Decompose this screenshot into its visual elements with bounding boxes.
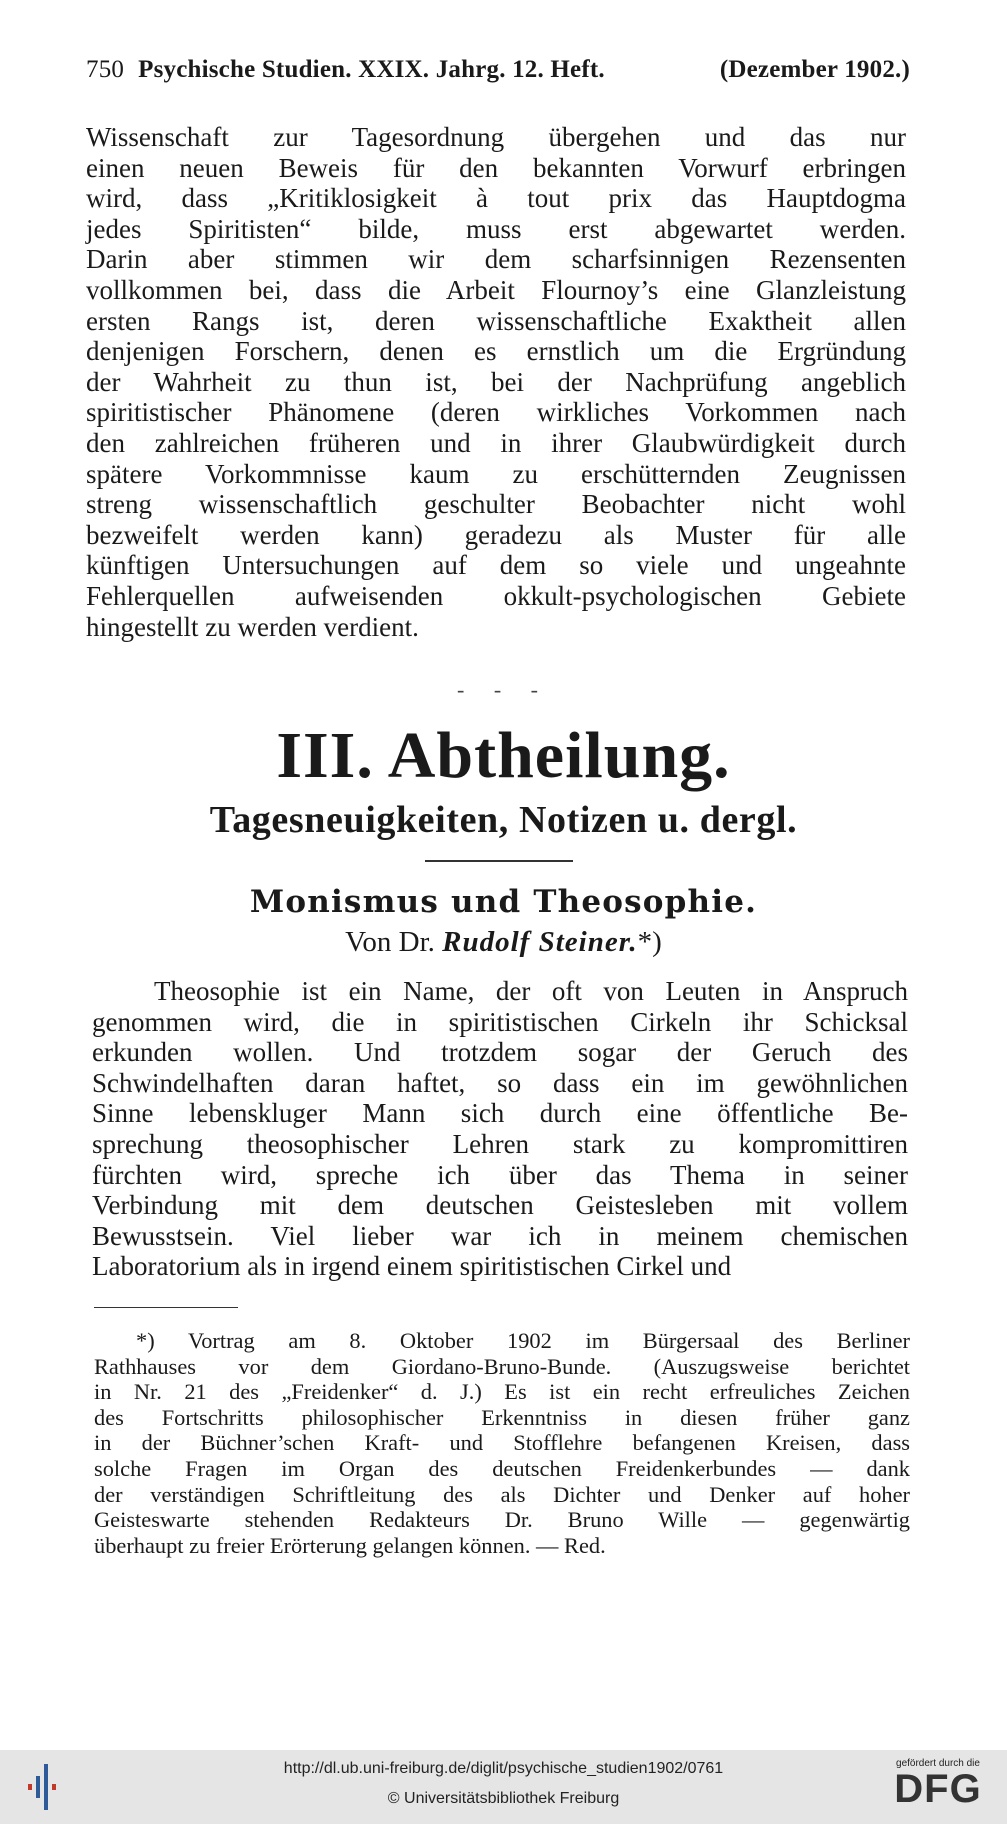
section-title: III. Abtheilung. bbox=[276, 719, 731, 792]
text-line: Wissenschaft zur Tagesordnung übergehen und das nur bbox=[86, 122, 906, 152]
copyright-notice: © Universitätsbibliothek Freiburg bbox=[387, 1790, 620, 1807]
footnote-mark: *) bbox=[637, 926, 662, 958]
section-subtitle: Tagesneuigkeiten, Notizen u. dergl. bbox=[209, 799, 798, 841]
author-name: Rudolf Steiner. bbox=[442, 926, 638, 958]
dfg-funding bbox=[883, 1758, 993, 1809]
text-line: hingestellt zu werden verdient. bbox=[86, 611, 419, 642]
text-line: künftigen Untersuchungen auf dem so viele und ungeahnte bbox=[86, 550, 906, 581]
page-number: 750 bbox=[86, 56, 125, 83]
footnote-line: in der Büchner’schen Kraft- und Stofflehre befangenen Kreisen, dass bbox=[94, 1430, 910, 1456]
source-url-link[interactable]: http://dl.ub.uni-freiburg.de/diglit/psychische_studien1902/0761 bbox=[283, 1760, 724, 1777]
section-separator: - - - bbox=[457, 677, 550, 702]
footnote-line: der verständigen Schriftleitung des als Dichter und Denker auf hoher bbox=[94, 1481, 910, 1507]
viewer-footer bbox=[0, 1750, 1007, 1824]
footnote-line: *) Vortrag am 8. Oktober 1902 im Bürgersaal des Berliner bbox=[136, 1328, 910, 1353]
text-line: genommen wird, die in spiritistischen Cirkeln ihr Schicksal bbox=[92, 1006, 908, 1037]
text-line: Schwindelhaften daran haftet, so dass ein im gewöhnlichen bbox=[92, 1067, 908, 1098]
footnote bbox=[94, 1328, 910, 1558]
text-line: der Wahrheit zu thun ist, bei der Nachprüfung angeblich bbox=[86, 366, 906, 397]
text-line: den zahlreichen früheren und in ihrer Glaubwürdigkeit durch bbox=[86, 427, 906, 458]
text-line: bezweifelt werden kann) geradezu als Muster für alle bbox=[86, 519, 906, 550]
text-line: Laboratorium als in irgend einem spiritistischen Cirkel und bbox=[92, 1251, 732, 1282]
footnote-line: des Fortschritts philosophischer Erkenntniss in diesen früher ganz bbox=[94, 1404, 910, 1430]
article-byline bbox=[0, 926, 1007, 959]
text-line: fürchten wird, spreche ich über das Thema in seiner bbox=[92, 1159, 908, 1190]
text-line: sprechung theosophischer Lehren stark zu kompromittiren bbox=[92, 1128, 908, 1159]
text-line: streng wissenschaftlich geschulter Beobachter nicht wohl bbox=[86, 489, 906, 520]
text-line: spiritistischer Phänomene (deren wirkliches Vorkommen nach bbox=[86, 397, 906, 428]
byline-prefix: Von Dr. bbox=[345, 926, 435, 958]
footnote-line: solche Fragen im Organ des deutschen Freidenkerbundes — dank bbox=[94, 1455, 910, 1481]
issue-date: (Dezember 1902.) bbox=[719, 56, 910, 83]
text-line: vollkommen bei, dass die Arbeit Flournoy’s eine Glanzleistung bbox=[86, 274, 906, 305]
dfg-logo: DFG bbox=[894, 1767, 982, 1811]
article-title: Monismus und Theosophie. bbox=[249, 884, 758, 920]
publication-title: Psychische Studien. XXIX. Jahrg. 12. Heft. bbox=[138, 56, 605, 83]
text-line: Sinne lebenskluger Mann sich durch eine öffentliche Be- bbox=[92, 1098, 908, 1129]
text-line: Verbindung mit dem deutschen Geistesleben mit vollem bbox=[92, 1190, 908, 1221]
text-line: ersten Rangs ist, deren wissenschaftliche Exaktheit allen bbox=[86, 305, 906, 336]
running-header bbox=[86, 56, 910, 84]
intro-paragraph bbox=[86, 122, 906, 642]
footnote-rule bbox=[94, 1307, 238, 1308]
text-line: wird, dass „Kritiklosigkeit à tout prix das Hauptdogma bbox=[86, 183, 906, 214]
text-line: erkunden wollen. Und trotzdem sogar der Geruch des bbox=[92, 1037, 908, 1068]
footnote-line: überhaupt zu freier Erörterung gelangen können. — Red. bbox=[94, 1532, 606, 1558]
footnote-line: in Nr. 21 des „Freidenker“ d. J.) Es ist ein recht erfreuliches Zeichen bbox=[94, 1379, 910, 1405]
funding-note: gefördert durch die bbox=[896, 1758, 980, 1769]
text-line: Darin aber stimmen wir dem scharfsinnigen Rezensenten bbox=[86, 244, 906, 275]
article-body bbox=[92, 976, 908, 1282]
text-line: denjenigen Forschern, denen es ernstlich um die Ergründung bbox=[86, 336, 906, 367]
footnote-line: Rathhauses vor dem Giordano-Bruno-Bunde. (Auszugsweise berichtet bbox=[94, 1353, 910, 1379]
text-line: jedes Spiritisten“ bilde, muss erst abgewartet werden. bbox=[86, 213, 906, 244]
text-line: Bewusstsein. Viel lieber war ich in meinem chemischen bbox=[92, 1220, 908, 1251]
text-line: einen neuen Beweis für den bekannten Vorwurf erbringen bbox=[86, 152, 906, 183]
text-line: Fehlerquellen aufweisenden okkult-psychologischen Gebiete bbox=[86, 580, 906, 611]
text-line: Theosophie ist ein Name, der oft von Leuten in Anspruch bbox=[154, 976, 908, 1006]
divider-rule bbox=[425, 860, 573, 862]
footnote-line: Geisteswarte stehenden Redakteurs Dr. Bruno Wille — gegenwärtig bbox=[94, 1507, 910, 1533]
text-line: spätere Vorkommnisse kaum zu erschütternden Zeugnissen bbox=[86, 458, 906, 489]
